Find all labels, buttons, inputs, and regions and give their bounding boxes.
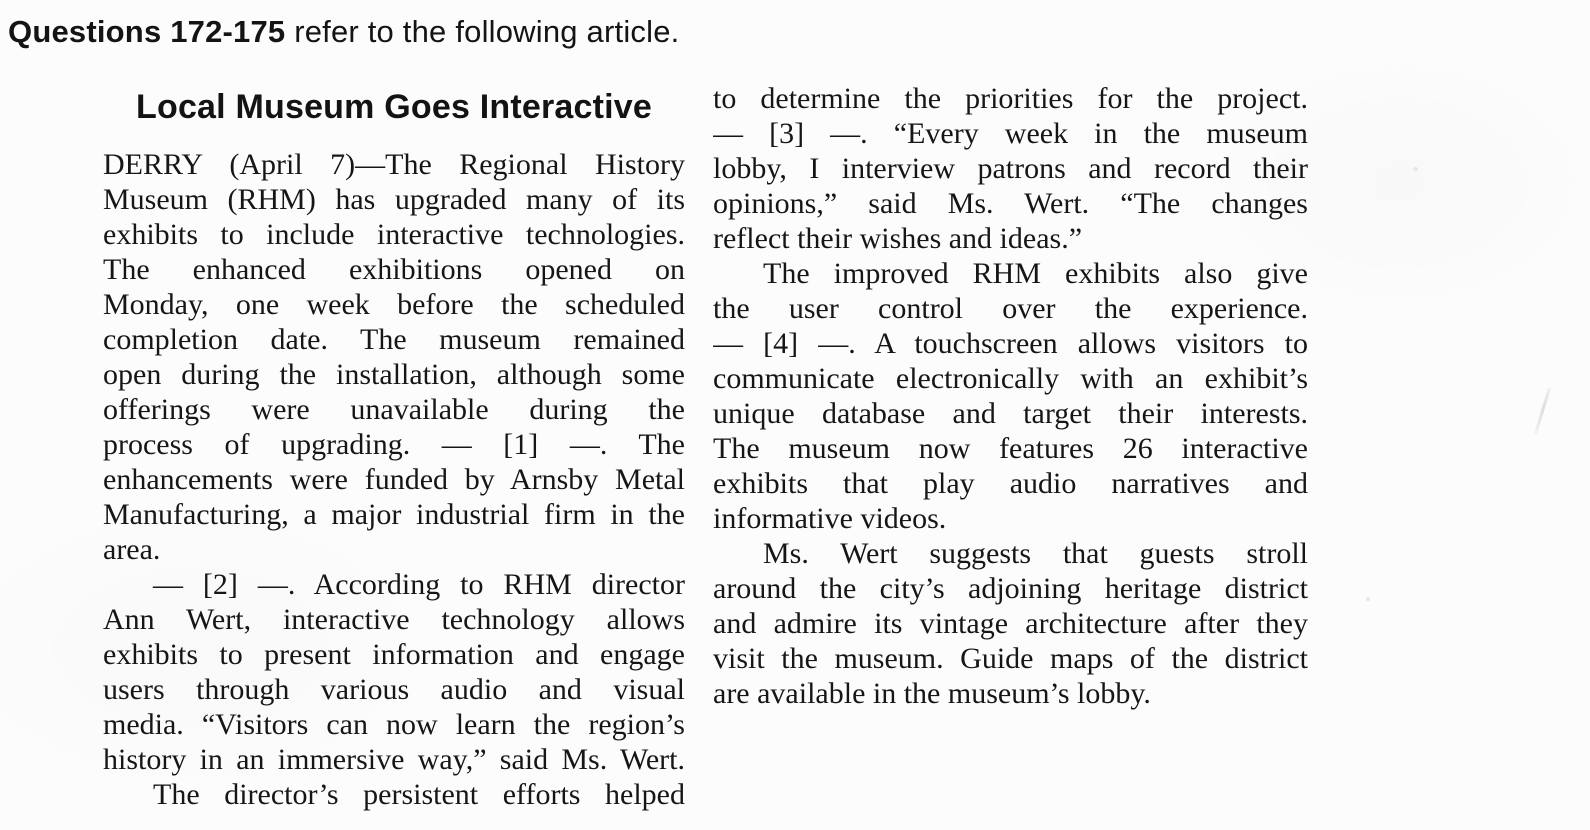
question-header [8, 13, 679, 51]
scan-speck-artifact [1413, 167, 1418, 171]
scan-speck-artifact [1366, 597, 1370, 601]
article-line: exhibits to include interactive technologies. [103, 218, 685, 251]
article-right-column [713, 81, 1308, 711]
article-line: exhibits to present information and engage [103, 638, 685, 671]
article-line: visit the museum. Guide maps of the district [713, 642, 1308, 675]
article-left-column [103, 88, 685, 812]
article-line: history in an immersive way,” said Ms. Wert. [103, 743, 685, 776]
article-line: Ann Wert, interactive technology allows [103, 603, 685, 636]
article-line: offerings were unavailable during the [103, 393, 685, 426]
article-title: Local Museum Goes Interactive [136, 88, 652, 126]
article-line: Monday, one week before the scheduled [103, 288, 685, 321]
article-line: reflect their wishes and ideas.” [713, 222, 1083, 255]
article-line: Museum (RHM) has upgraded many of its [103, 183, 685, 216]
article-line: communicate electronically with an exhibit’s [713, 362, 1308, 395]
article-line: opinions,” said Ms. Wert. “The changes [713, 187, 1308, 220]
article-line: The director’s persistent efforts helped [153, 778, 685, 811]
question-header-suffix: refer to the following article. [285, 14, 680, 49]
article-line: — [3] —. “Every week in the museum [713, 117, 1308, 150]
article-line: enhancements were funded by Arnsby Metal [103, 463, 685, 496]
article-line: and admire its vintage architecture after they [713, 607, 1308, 640]
article-line: The improved RHM exhibits also give [763, 257, 1308, 290]
article-line: process of upgrading. — [1] —. The [103, 428, 685, 461]
scan-scratch-artifact [1534, 388, 1551, 435]
article-line: — [4] —. A touchscreen allows visitors to [713, 327, 1308, 360]
article-line: DERRY (April 7)—The Regional History [103, 148, 685, 181]
article-line: users through various audio and visual [103, 673, 685, 706]
article-line: informative videos. [713, 502, 947, 535]
article-line: Manufacturing, a major industrial firm in the [103, 498, 685, 531]
article-line: completion date. The museum remained [103, 323, 685, 356]
article-line: — [2] —. According to RHM director [153, 568, 685, 601]
article-line: media. “Visitors can now learn the region’s [103, 708, 685, 741]
article-line: Ms. Wert suggests that guests stroll [763, 537, 1308, 570]
article-line: area. [103, 533, 161, 566]
article-line: open during the installation, although some [103, 358, 685, 391]
question-range: Questions 172-175 [8, 14, 286, 49]
article-line: The enhanced exhibitions opened on [103, 253, 685, 286]
article-line: exhibits that play audio narratives and [713, 467, 1308, 500]
article-line: are available in the museum’s lobby. [713, 677, 1151, 710]
article-line: around the city’s adjoining heritage district [713, 572, 1308, 605]
article-line: lobby, I interview patrons and record their [713, 152, 1308, 185]
article-line: The museum now features 26 interactive [713, 432, 1308, 465]
article-line: unique database and target their interests. [713, 397, 1308, 430]
article-line: to determine the priorities for the project. [713, 82, 1308, 115]
article-line: the user control over the experience. [713, 292, 1308, 325]
